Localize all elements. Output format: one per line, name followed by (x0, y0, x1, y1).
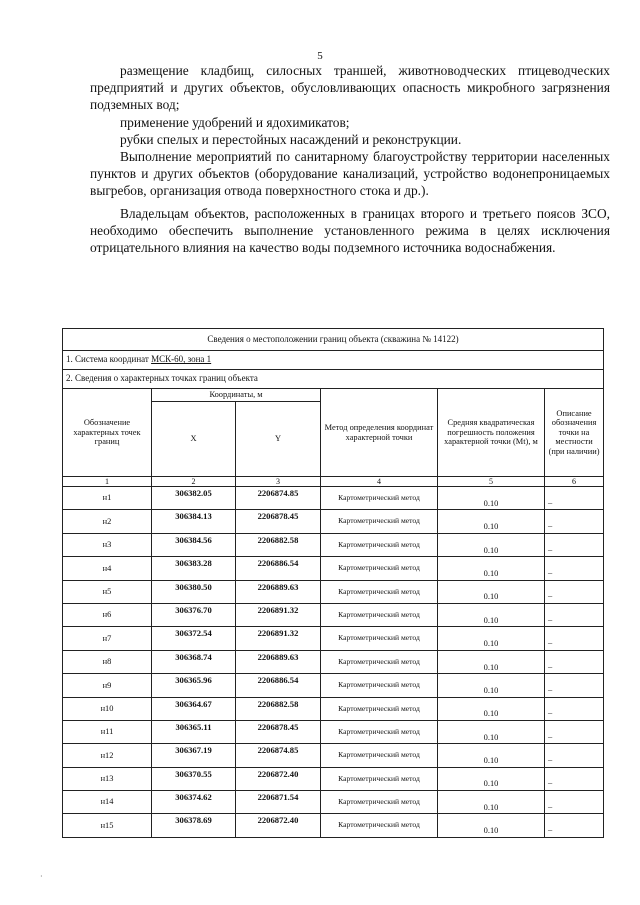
header-coords: Координаты, м (152, 389, 321, 402)
cell-error: 0.10 (438, 533, 545, 556)
cell-coord-x: 306378.69 (152, 814, 236, 837)
table-row (63, 557, 604, 580)
cell-point-name: н1 (63, 487, 152, 510)
cell-point-name: н5 (63, 580, 152, 603)
cell-coord-x: 306367.19 (152, 744, 236, 767)
cell-coord-x: 306383.28 (152, 557, 236, 580)
cell-error: 0.10 (438, 767, 545, 790)
table-row (63, 650, 604, 673)
table-row (63, 744, 604, 767)
cell-coord-x: 306380.50 (152, 580, 236, 603)
cell-method: Картометрический метод (321, 697, 438, 720)
page-number: 5 (317, 50, 323, 62)
cell-method: Картометрический метод (321, 603, 438, 626)
column-number: 6 (545, 477, 604, 487)
cell-coord-y: 2206874.85 (236, 487, 321, 510)
cell-coord-x: 306384.13 (152, 510, 236, 533)
table-body (63, 487, 604, 838)
cell-description: – (545, 580, 604, 603)
cell-description: – (545, 650, 604, 673)
table-row (63, 697, 604, 720)
cell-coord-x: 306382.05 (152, 487, 236, 510)
cell-coord-y: 2206878.45 (236, 510, 321, 533)
table-row (63, 720, 604, 743)
table-row (63, 533, 604, 556)
cell-error: 0.10 (438, 814, 545, 837)
header-method: Метод определения координат характерной точки (321, 389, 438, 477)
coordinate-system-row (63, 351, 604, 370)
cell-method: Картометрический метод (321, 720, 438, 743)
cell-coord-y: 2206874.85 (236, 744, 321, 767)
column-number: 1 (63, 477, 152, 487)
cell-description: – (545, 557, 604, 580)
cell-coord-y: 2206882.58 (236, 697, 321, 720)
cell-error: 0.10 (438, 744, 545, 767)
cell-error: 0.10 (438, 580, 545, 603)
cell-description: – (545, 814, 604, 837)
cell-description: – (545, 487, 604, 510)
coordinates-table (62, 328, 604, 838)
cell-method: Картометрический метод (321, 533, 438, 556)
cell-description: – (545, 697, 604, 720)
table-row (63, 791, 604, 814)
header-point: Обозначение характерных точек границ (63, 389, 152, 477)
table-title: Сведения о местоположении границ объекта (скважина № 14122) (63, 329, 604, 351)
cell-point-name: н14 (63, 791, 152, 814)
cell-point-name: н7 (63, 627, 152, 650)
body-text (90, 62, 610, 256)
cell-description: – (545, 603, 604, 626)
cell-error: 0.10 (438, 603, 545, 626)
cell-coord-y: 2206889.63 (236, 580, 321, 603)
cell-coord-x: 306365.11 (152, 720, 236, 743)
cell-coord-y: 2206878.45 (236, 720, 321, 743)
cell-error: 0.10 (438, 674, 545, 697)
column-number: 2 (152, 477, 236, 487)
cell-error: 0.10 (438, 720, 545, 743)
cell-method: Картометрический метод (321, 627, 438, 650)
cell-method: Картометрический метод (321, 580, 438, 603)
table-row (63, 814, 604, 837)
coordinate-system-label: 1. Система координат (66, 354, 149, 365)
cell-point-name: н13 (63, 767, 152, 790)
cell-error: 0.10 (438, 487, 545, 510)
cell-description: – (545, 720, 604, 743)
cell-coord-x: 306376.70 (152, 603, 236, 626)
coordinate-system-value: МСК-60, зона 1 (151, 354, 212, 365)
column-number: 3 (236, 477, 321, 487)
cell-description: – (545, 510, 604, 533)
column-number: 5 (438, 477, 545, 487)
cell-method: Картометрический метод (321, 744, 438, 767)
table-row (63, 580, 604, 603)
cell-method: Картометрический метод (321, 510, 438, 533)
cell-error: 0.10 (438, 791, 545, 814)
cell-description: – (545, 674, 604, 697)
table-row (63, 487, 604, 510)
table-row (63, 603, 604, 626)
cell-point-name: н10 (63, 697, 152, 720)
cell-point-name: н12 (63, 744, 152, 767)
cell-coord-x: 306372.54 (152, 627, 236, 650)
cell-coord-y: 2206872.40 (236, 814, 321, 837)
column-number: 4 (321, 477, 438, 487)
paragraph-owners: Владельцам объектов, расположенных в границах второго и третьего поясов ЗСО, необходимо обеспечить выполнение установленного режима в целях исключения отрицательного влияния на качество воды подземного источника водоснабжения. (90, 205, 610, 256)
cell-point-name: н2 (63, 510, 152, 533)
scan-mark: · (40, 872, 43, 881)
paragraph-logging: рубки спелых и перестойных насаждений и реконструкции. (120, 131, 462, 147)
cell-point-name: н8 (63, 650, 152, 673)
header-x: X (152, 402, 236, 477)
cell-point-name: н6 (63, 603, 152, 626)
cell-coord-y: 2206882.58 (236, 533, 321, 556)
column-numbers-row (63, 477, 604, 487)
cell-point-name: н11 (63, 720, 152, 743)
cell-error: 0.10 (438, 650, 545, 673)
cell-coord-y: 2206889.63 (236, 650, 321, 673)
cell-description: – (545, 744, 604, 767)
header-y: Y (236, 402, 321, 477)
cell-error: 0.10 (438, 627, 545, 650)
cell-error: 0.10 (438, 557, 545, 580)
cell-point-name: н15 (63, 814, 152, 837)
cell-coord-x: 306384.56 (152, 533, 236, 556)
cell-coord-x: 306368.74 (152, 650, 236, 673)
table-row (63, 510, 604, 533)
cell-coord-x: 306365.96 (152, 674, 236, 697)
cell-method: Картометрический метод (321, 814, 438, 837)
cell-coord-y: 2206891.32 (236, 603, 321, 626)
paragraph-improvement: Выполнение мероприятий по санитарному благоустройству территории населенных пунктов и других объектов (оборудование канализаций, устройство водонепроницаемых выгребов, организация отвода поверхностного стока и др.). (90, 149, 610, 199)
cell-coord-x: 306370.55 (152, 767, 236, 790)
cell-coord-y: 2206872.40 (236, 767, 321, 790)
header-description: Описание обозначения точки на местности (при наличии) (545, 389, 604, 477)
cell-coord-x: 306374.62 (152, 791, 236, 814)
cell-error: 0.10 (438, 510, 545, 533)
cell-point-name: н9 (63, 674, 152, 697)
table-row (63, 674, 604, 697)
cell-method: Картометрический метод (321, 487, 438, 510)
cell-coord-y: 2206886.54 (236, 674, 321, 697)
cell-description: – (545, 767, 604, 790)
paragraph-fertilizers: применение удобрений и ядохимикатов; (120, 114, 350, 130)
cell-description: – (545, 791, 604, 814)
table-row (63, 767, 604, 790)
points-section-label: 2. Сведения о характерных точках границ объекта (63, 370, 604, 389)
cell-coord-y: 2206871.54 (236, 791, 321, 814)
cell-method: Картометрический метод (321, 557, 438, 580)
cell-coord-x: 306364.67 (152, 697, 236, 720)
cell-method: Картометрический метод (321, 767, 438, 790)
table-row (63, 627, 604, 650)
cell-error: 0.10 (438, 697, 545, 720)
cell-description: – (545, 533, 604, 556)
paragraph-placement: размещение кладбищ, силосных траншей, животноводческих птицеводческих предприятий и других объектов, обусловливающих опасность микробного загрязнения подземных вод; (90, 63, 610, 113)
cell-method: Картометрический метод (321, 674, 438, 697)
cell-coord-y: 2206886.54 (236, 557, 321, 580)
header-error: Средняя квадратическая погрешность положения характерной точки (Mt), м (438, 389, 545, 477)
cell-method: Картометрический метод (321, 791, 438, 814)
cell-coord-y: 2206891.32 (236, 627, 321, 650)
cell-description: – (545, 627, 604, 650)
cell-point-name: н3 (63, 533, 152, 556)
cell-method: Картометрический метод (321, 650, 438, 673)
cell-point-name: н4 (63, 557, 152, 580)
